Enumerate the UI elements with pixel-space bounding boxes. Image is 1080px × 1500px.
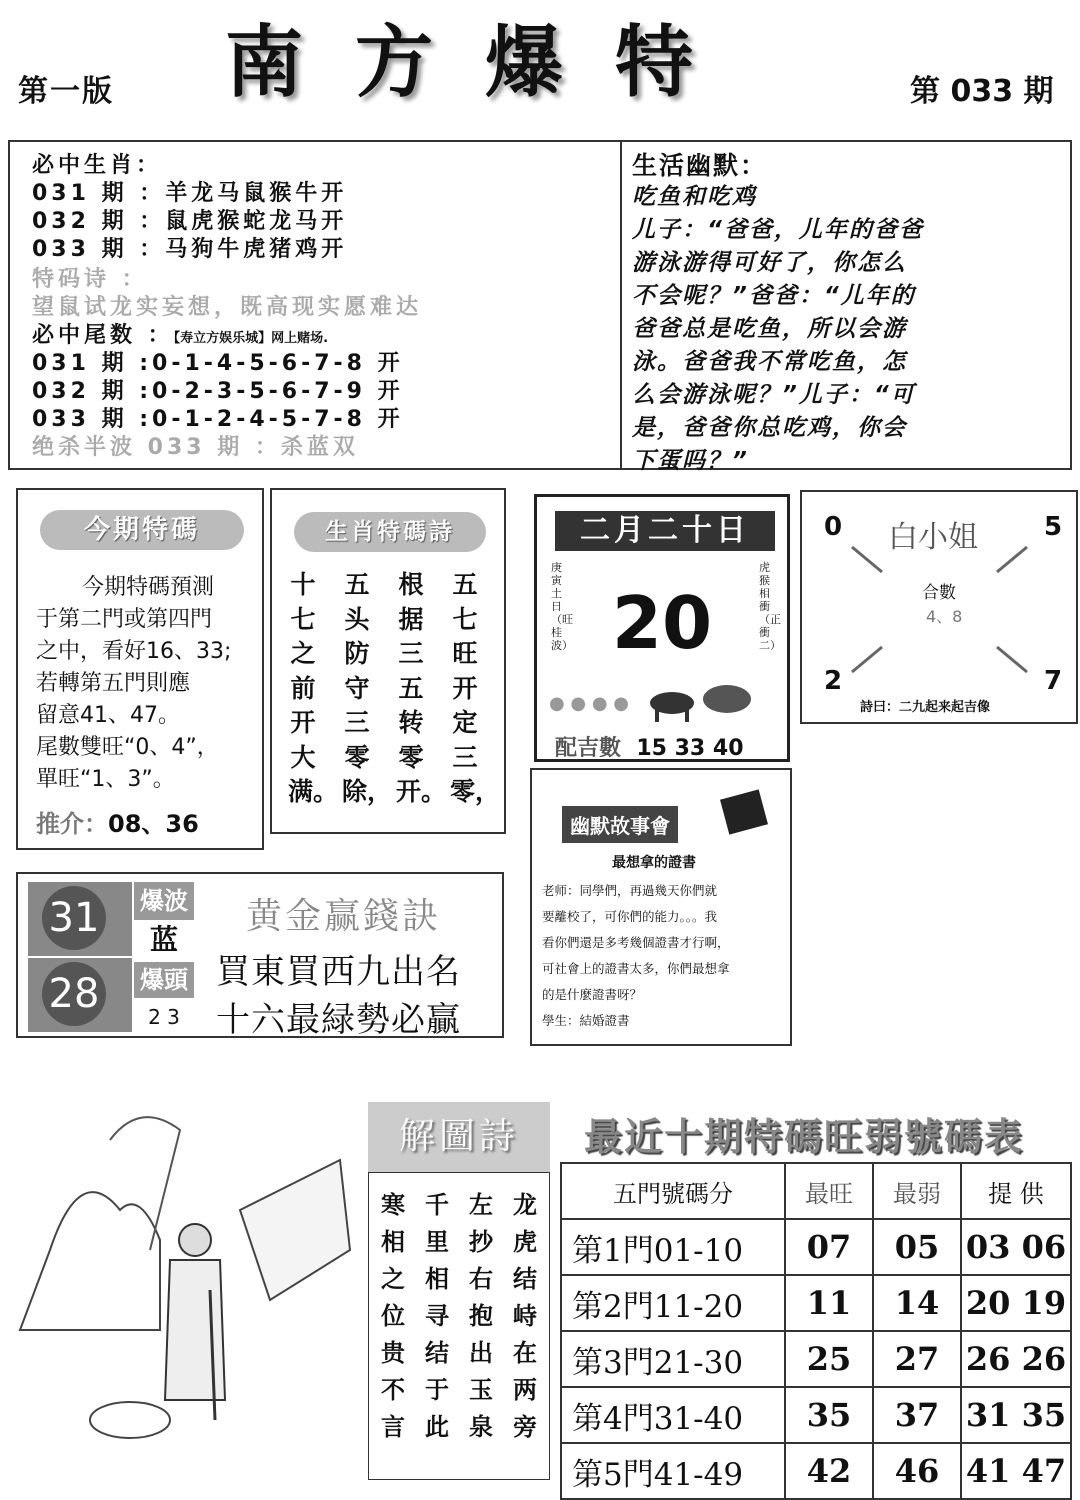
corner-number: 0: [824, 512, 843, 542]
zodiac-row: 032 期 ：鼠虎猴蛇龙马开: [32, 209, 348, 234]
hottest-number: 42: [785, 1443, 873, 1499]
joke-line: 學生：結婚證書: [542, 1013, 630, 1028]
hot-cold-number-table: [560, 1162, 1072, 1500]
gold-line: 買東買西九出名: [216, 952, 461, 992]
prediction-line: 留意41、47。: [36, 703, 180, 728]
calendar-illustration: [547, 677, 777, 727]
gold-winning-panel: [16, 872, 504, 1038]
header-cell: 最旺: [785, 1163, 873, 1219]
poem-heading: 特码诗 ：: [32, 267, 148, 292]
coldest-number: 05: [873, 1219, 961, 1275]
table-title: 最近十期特碼旺弱號碼表: [584, 1115, 1025, 1159]
table-row: [561, 1275, 1071, 1331]
corner-number: 7: [1044, 666, 1063, 696]
joke-banner: 幽默故事會: [562, 806, 678, 843]
coldest-number: 37: [873, 1387, 961, 1443]
table-row: [561, 1219, 1071, 1275]
tail-row: 031 期 :0-1-4-5-6-7-8 开: [32, 351, 404, 376]
poem-column: 根据三五转零开。: [396, 570, 447, 806]
farmer-head-icon: [179, 1224, 211, 1256]
book-icon: [718, 784, 774, 840]
poem-column: 十七之前开大满。: [288, 570, 339, 806]
calendar-brand-text: ● ● ● ●: [549, 693, 629, 714]
joke-line: 可社會上的證書太多，你們最想拿: [542, 961, 730, 976]
recommend-value: 08、36: [108, 810, 199, 838]
humor-panel: [620, 140, 1072, 474]
wave-number: 31: [42, 886, 106, 950]
joke-body: [542, 878, 730, 1034]
decode-poem-column: 左抄右抱出玉泉: [469, 1191, 493, 1441]
joke-line: 老师：同學們，再過幾天你們就: [542, 883, 718, 898]
joke-title: 最想拿的證書: [612, 855, 696, 871]
lucky-numbers-row: [555, 731, 744, 762]
prediction-line: 于第二門或第四門: [36, 607, 213, 632]
prediction-line: 單旺“1、3”。: [36, 767, 175, 792]
arrow-icon: [997, 547, 1027, 572]
edition-label: 第一版: [18, 74, 114, 109]
door-range: 第5門41-49: [561, 1443, 785, 1499]
joke-story-panel: [530, 768, 792, 1046]
calendar-left-note: 庚寅土日（旺桂波）: [551, 561, 573, 652]
provided-numbers: 20 19: [961, 1275, 1071, 1331]
humor-line: 吃鱼和吃鸡: [632, 184, 757, 210]
ad-note: 【寿立方娱乐城】网上赌场.: [173, 331, 329, 346]
arrow-icon: [852, 647, 882, 672]
lucky-label: 配吉數: [555, 736, 622, 761]
provided-numbers: 41 47: [961, 1443, 1071, 1499]
joke-line: 要離校了，可你們的能力。。。我: [542, 909, 718, 924]
provided-numbers: 03 06: [961, 1219, 1071, 1275]
door-range: 第1門01-10: [561, 1219, 785, 1275]
farmer-landscape-illustration: [10, 1100, 360, 1480]
gold-line: 十六最緑勢必贏: [216, 1000, 461, 1040]
humor-line: 是，爸爸你总吃鸡，你会: [632, 415, 907, 441]
zodiac-heading: 必中生肖：: [32, 153, 163, 178]
basket-icon: [90, 1402, 170, 1438]
hottest-number: 07: [785, 1219, 873, 1275]
kill-wave-footer: 绝杀半波 033 期 ：杀蓝双: [32, 435, 359, 460]
arrow-icon: [852, 547, 882, 572]
special-code-panel: [16, 488, 264, 850]
coldest-number: 27: [873, 1331, 961, 1387]
door-range: 第3門21-30: [561, 1331, 785, 1387]
header-cell: 最弱: [873, 1163, 961, 1219]
arrow-icon: [997, 647, 1027, 672]
calendar-panel: [534, 494, 790, 762]
table-row: [561, 1387, 1071, 1443]
humor-line: 游泳游得可好了，你怎么: [632, 250, 907, 276]
table-row: [561, 1331, 1071, 1387]
recommend-line: [36, 804, 199, 839]
hottest-number: 35: [785, 1387, 873, 1443]
sum-label: 合數: [922, 583, 956, 603]
tail-row: 033 期 :0-1-2-4-5-7-8 开: [32, 407, 404, 432]
joke-line: 看你們還是多考幾個證書才行啊，: [542, 935, 730, 950]
hottest-number: 11: [785, 1275, 873, 1331]
joke-line: 的是什麼證書呀？: [542, 987, 643, 1002]
poem-column: 五头防守三零除，: [342, 570, 393, 806]
head-cell: [28, 958, 132, 1032]
door-range: 第2門11-20: [561, 1275, 785, 1331]
prediction-line: 之中，看好16、33;: [36, 639, 232, 664]
corner-number: 5: [1044, 512, 1063, 542]
head-value: 2 3: [148, 1005, 180, 1029]
issue-number: 第 033 期: [910, 74, 1054, 109]
field-icon: [240, 1160, 350, 1300]
header-cell: 提 供: [961, 1163, 1071, 1219]
decode-poem-body: [368, 1172, 550, 1480]
coldest-number: 46: [873, 1443, 961, 1499]
zodiac-poem-title: 生肖特碼詩: [294, 512, 486, 552]
prediction-line: 若轉第五門則應: [36, 671, 191, 696]
recommend-label: 推介：: [36, 810, 108, 838]
poem-column: 五七旺开定三零，: [450, 570, 501, 806]
newspaper-title: 南方爆特: [225, 17, 746, 108]
humor-line: 下蛋吗？”: [632, 448, 749, 474]
wave-label: 爆波: [134, 882, 194, 920]
prediction-line: 今期特碼預測: [82, 575, 215, 600]
tail-heading-text: 必中尾数 ：: [32, 323, 174, 348]
farmer-body-icon: [165, 1260, 225, 1400]
tree-icon: [110, 1117, 180, 1250]
door-range: 第4門31-40: [561, 1387, 785, 1443]
lucky-numbers: 15 33 40: [636, 736, 744, 761]
coldest-number: 14: [873, 1275, 961, 1331]
humor-line: 儿子：“爸爸，儿年的爸爸: [632, 217, 924, 243]
humor-line: 不会呢？”爸爸：“儿年的: [632, 283, 916, 309]
tail-row: 032 期 :0-2-3-5-6-7-9 开: [32, 379, 404, 404]
hottest-number: 25: [785, 1331, 873, 1387]
provided-numbers: 26 26: [961, 1331, 1071, 1387]
head-number: 28: [42, 962, 106, 1026]
compass-poem: 詩曰：二九起来起吉像: [860, 700, 991, 715]
zodiac-poem-panel: [270, 488, 506, 834]
bai-xiaojie-title: 白小姐: [888, 520, 978, 555]
wave-cell: [28, 882, 132, 956]
leaf-icon: [703, 685, 751, 713]
sum-value: 4、8: [926, 607, 963, 626]
tail-heading: [32, 318, 328, 349]
decode-poem-column: 千里相寻结于此: [425, 1191, 449, 1441]
calendar-right-note: 虎猴相衝（正衝二）: [759, 561, 781, 652]
calendar-date-heading: 二月二十日: [555, 511, 775, 551]
humor-line: 爸爸总是吃鱼，所以会游: [632, 316, 907, 342]
code-poem: 望鼠试龙实妄想，既高现实愿难达: [32, 295, 423, 320]
humor-heading: 生活幽默：: [632, 151, 768, 180]
calendar-day-number: 20: [611, 581, 713, 665]
prediction-line: 尾數雙旺“0、4”，: [36, 735, 219, 760]
zodiac-row: 033 期 ：马狗牛虎猪鸡开: [32, 237, 348, 262]
zodiac-tail-panel: [8, 140, 620, 470]
corner-number: 2: [824, 666, 843, 696]
rock-shape: [20, 1192, 160, 1330]
head-label: 爆頭: [134, 962, 194, 998]
decode-poem-column: 龙虎结峙在两旁: [513, 1191, 537, 1441]
humor-line: 么会游泳呢？”儿子：“可: [632, 382, 916, 408]
zodiac-row: 031 期 ：羊龙马鼠猴牛开: [32, 181, 348, 206]
header-cell: 五門號碼分: [561, 1163, 785, 1219]
wave-color: 蓝: [149, 923, 178, 956]
decode-poem-title: 解圖詩: [368, 1102, 550, 1172]
bai-xiaojie-panel: [800, 490, 1078, 724]
table-header-row: [561, 1163, 1071, 1219]
gold-title: 黄金赢錢訣: [246, 896, 442, 937]
special-code-title: 今期特碼: [40, 510, 244, 550]
decode-poem-column: 寒相之位贵不言: [381, 1191, 405, 1441]
decode-poem-panel: [368, 1102, 550, 1480]
humor-line: 泳。爸爸我不常吃鱼，怎: [632, 349, 907, 375]
provided-numbers: 31 35: [961, 1387, 1071, 1443]
